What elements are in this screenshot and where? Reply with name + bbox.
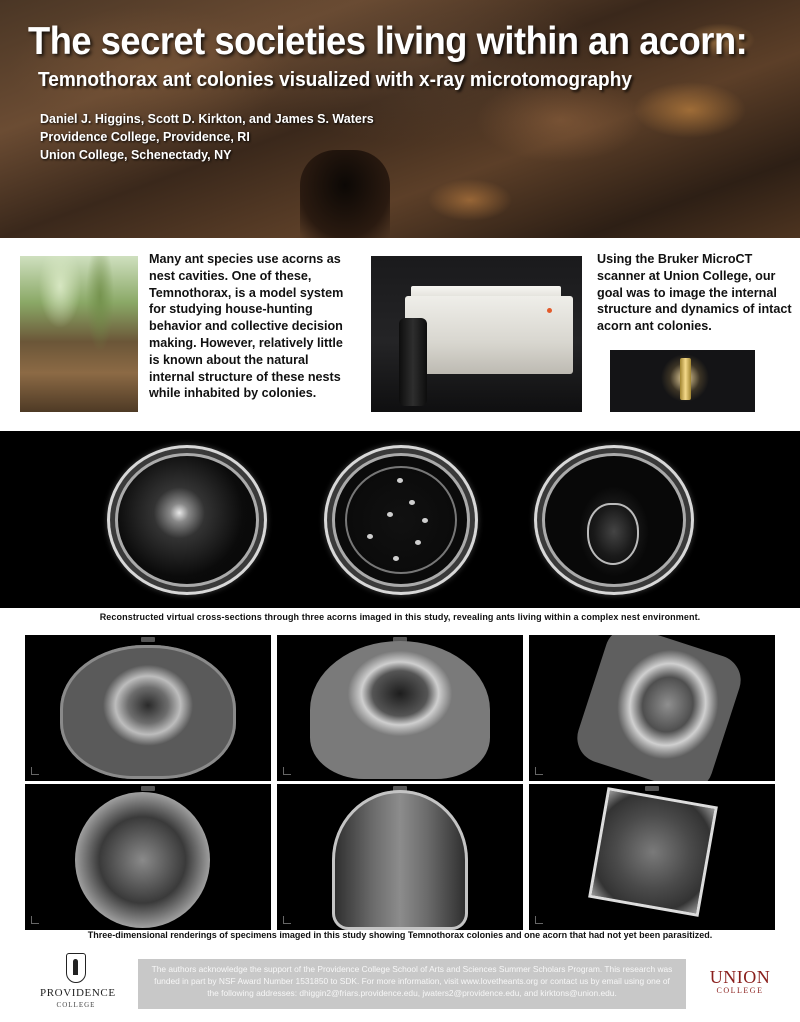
ant-dot — [393, 556, 399, 561]
union-sub: COLLEGE — [716, 986, 764, 995]
scanner-speaker — [399, 318, 427, 406]
axis-indicator-icon — [31, 916, 39, 924]
rendering-1 — [25, 635, 271, 781]
cross-section-1 — [107, 445, 267, 595]
author-block — [40, 110, 374, 164]
microct-scanner-photo — [371, 256, 582, 412]
render-tag — [645, 786, 659, 791]
render-tag — [141, 637, 155, 642]
rendering-6 — [529, 784, 775, 930]
sample-tube — [680, 358, 691, 400]
cross-section-2 — [324, 445, 478, 595]
axis-indicator-icon — [31, 767, 39, 775]
ant-dot — [409, 500, 415, 505]
providence-sub: COLLEGE — [56, 1001, 96, 1009]
rendering-4 — [25, 784, 271, 930]
axis-indicator-icon — [535, 767, 543, 775]
ant-dot — [415, 540, 421, 545]
axis-indicator-icon — [283, 916, 291, 924]
header-banner — [0, 0, 800, 238]
axis-indicator-icon — [535, 916, 543, 924]
method-paragraph: Using the Bruker MicroCT scanner at Union College, our goal was to image the internal structure and dynamics of intact acorn ant colonies. — [597, 252, 792, 334]
rendering-2 — [277, 635, 523, 781]
acorn-render — [75, 792, 210, 928]
providence-name: PROVIDENCE — [40, 987, 116, 999]
scanner-indicator — [547, 308, 552, 313]
acorn-render — [60, 645, 236, 779]
ant-dot — [387, 512, 393, 517]
cross-section-3-chamber — [587, 503, 639, 565]
affiliation-union: Union College, Schenectady, NY — [40, 148, 232, 162]
acorn-render — [588, 787, 718, 917]
providence-shield-icon — [66, 953, 86, 983]
providence-college-logo — [40, 953, 116, 1013]
rendering-caption: Three-dimensional renderings of specimens imaged in this study showing Temnothorax colonies and one acorn that had not yet been parasitized. — [87, 930, 713, 940]
cross-section-3 — [534, 445, 694, 595]
rendering-3 — [529, 635, 775, 781]
rendering-5 — [277, 784, 523, 930]
ant-dot — [367, 534, 373, 539]
axis-indicator-icon — [283, 767, 291, 775]
authors: Daniel J. Higgins, Scott D. Kirkton, and James S. Waters — [40, 112, 374, 126]
intro-paragraph: Many ant species use acorns as nest cavities. One of these, Temnothorax, is a model system for studying house-hunting behavior and collective decision making. However, relatively little is known about the natural internal structure of these nests while inhabited by colonies. — [149, 252, 344, 401]
acknowledgment-box: The authors acknowledge the support of the Providence College School of Arts and Sciences Summer Scholars Program. This research was funded in part by NSF Award Number 1531850 to SDK. For more information, visit www.lovetheants.org or contact us by email using one of the following addresses: dhiggin2@friars.providence.edu, jwaters2@providence.edu, and kirktons@union.edu. — [138, 959, 686, 1009]
ant-dot — [397, 478, 403, 483]
ant-dot — [422, 518, 428, 523]
acorn-render — [310, 641, 490, 779]
acorn-sample-photo — [610, 350, 755, 412]
acorn-render — [332, 790, 468, 930]
acorn-render — [571, 635, 747, 781]
poster-title: The secret societies living within an acorn: — [28, 20, 748, 63]
affiliation-providence: Providence College, Providence, RI — [40, 130, 250, 144]
union-name: UNION — [709, 967, 771, 987]
forest-floor-photo — [20, 256, 138, 412]
render-tag — [141, 786, 155, 791]
poster-subtitle: Temnothorax ant colonies visualized with x-ray microtomography — [38, 68, 632, 91]
cross-section-panel — [0, 431, 800, 608]
union-college-logo — [700, 967, 780, 995]
cross-section-caption: Reconstructed virtual cross-sections through three acorns imaged in this study, revealing ants living within a complex nest environment. — [99, 612, 701, 622]
